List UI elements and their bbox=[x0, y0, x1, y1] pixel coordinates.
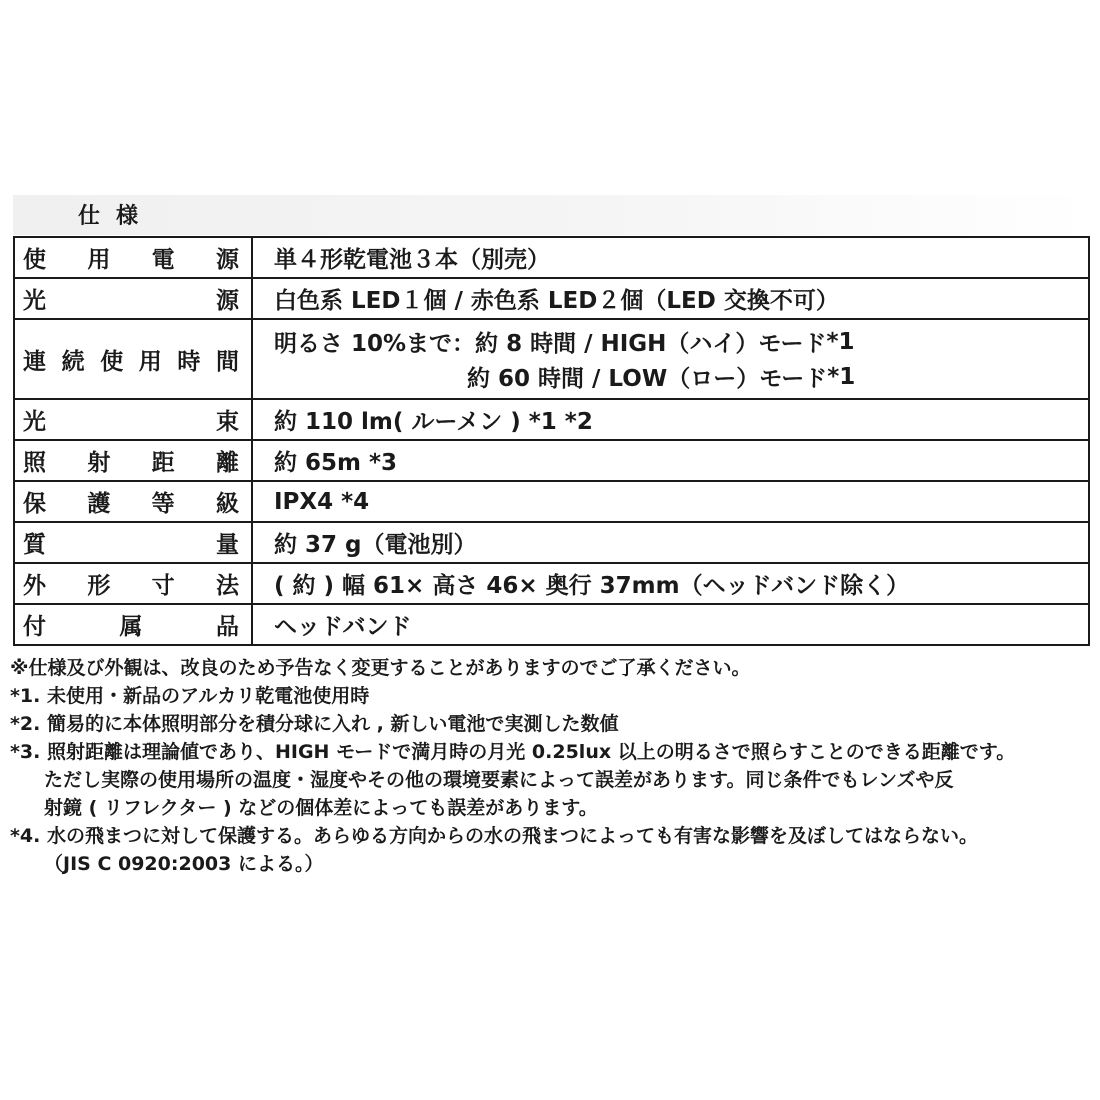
spec-label-char: 照 bbox=[23, 450, 46, 476]
runtime-text: 約 60 時間 / LOW（ロー）モード bbox=[467, 366, 828, 392]
spec-label-char: 離 bbox=[215, 450, 239, 476]
spec-label bbox=[23, 241, 239, 274]
spec-label-char: 属 bbox=[119, 614, 143, 640]
spec-row-beam-distance bbox=[14, 440, 1089, 481]
footnote-1: *1. 未使用・新品のアルカリ乾電池使用時 bbox=[10, 685, 370, 707]
runtime-line-low bbox=[274, 359, 1088, 394]
runtime-note: *1 bbox=[826, 328, 855, 355]
spec-row-weight bbox=[14, 522, 1089, 563]
spec-label-char: 電 bbox=[151, 247, 175, 273]
spec-label bbox=[23, 567, 239, 600]
spec-label-char: 法 bbox=[215, 573, 239, 599]
spec-label-char: 用 bbox=[87, 247, 111, 273]
spec-label bbox=[23, 444, 239, 477]
spec-label-char: 源 bbox=[215, 247, 239, 273]
spec-value: 約 65m *3 bbox=[252, 440, 1089, 481]
spec-row-runtime bbox=[14, 319, 1089, 399]
spec-label-char: 源 bbox=[216, 288, 239, 314]
spec-label bbox=[23, 343, 239, 376]
footnote-3-cont: 射鏡 ( リフレクター ) などの個体差によっても誤差があります。 bbox=[44, 797, 598, 819]
spec-label-char: 光 bbox=[23, 409, 46, 435]
spec-label-char: 使 bbox=[23, 247, 46, 273]
spec-label bbox=[23, 485, 239, 518]
runtime-note: *1 bbox=[827, 363, 856, 390]
spec-row-protection bbox=[14, 481, 1089, 522]
spec-value: 約 110 lm( ルーメン ) *1 *2 bbox=[252, 399, 1089, 440]
spec-value: 白色系 LED１個 / 赤色系 LED２個（LED 交換不可） bbox=[252, 278, 1089, 319]
spec-label-char: 護 bbox=[87, 491, 111, 517]
spec-row-accessories bbox=[14, 604, 1089, 645]
spec-heading-band bbox=[13, 195, 1090, 235]
footnote-3: *3. 照射距離は理論値であり、HIGH モードで満月時の月光 0.25lux 以上の明るさで照らすことのできる距離です。 bbox=[10, 741, 1016, 763]
spec-label bbox=[23, 608, 239, 641]
spec-row-luminous-flux bbox=[14, 399, 1089, 440]
spec-label-char: 光 bbox=[23, 288, 46, 314]
spec-label-char: 量 bbox=[216, 532, 239, 558]
spec-label-char: 級 bbox=[215, 491, 239, 517]
spec-label-char: 外 bbox=[23, 573, 46, 599]
footnote-2: *2. 簡易的に本体照明部分を積分球に入れ , 新しい電池で実測した数値 bbox=[10, 713, 619, 735]
footnote-3-cont: ただし実際の使用場所の温度・湿度やその他の環境要素によって誤差があります。同じ条件でもレンズや反 bbox=[44, 769, 954, 791]
spec-value: 単４形乾電池３本（別売） bbox=[252, 237, 1089, 278]
spec-label-char: 寸 bbox=[151, 573, 175, 599]
spec-label-char: 続 bbox=[61, 348, 85, 375]
spec-label-char: 品 bbox=[216, 614, 239, 640]
spec-row-power bbox=[14, 237, 1089, 278]
spec-label-char: 距 bbox=[151, 450, 175, 476]
footnote-4: *4. 水の飛まつに対して保護する。あらゆる方向からの水の飛まつによっても有害な影響を及ぼしてはならない。 bbox=[10, 825, 978, 847]
spec-label-char: 使 bbox=[100, 348, 124, 375]
spec-label-char: 連 bbox=[23, 348, 46, 375]
spec-label-char: 束 bbox=[216, 409, 239, 435]
spec-label bbox=[23, 403, 239, 436]
runtime-text: 明るさ 10%まで：約 8 時間 / HIGH（ハイ）モード bbox=[274, 331, 827, 357]
spec-row-dimensions bbox=[14, 563, 1089, 604]
spec-label-char: 等 bbox=[151, 491, 175, 517]
spec-table bbox=[13, 236, 1090, 646]
spec-label-char: 付 bbox=[23, 614, 46, 640]
footnotes bbox=[10, 654, 1098, 878]
spec-value: ヘッドバンド bbox=[252, 604, 1089, 645]
spec-heading: 仕様 bbox=[78, 204, 155, 229]
spec-label bbox=[23, 526, 239, 559]
spec-label-char: 射 bbox=[87, 450, 111, 476]
spec-label-char: 形 bbox=[87, 573, 111, 599]
spec-value: ( 約 ) 幅 61× 高さ 46× 奥行 37mm（ヘッドバンド除く） bbox=[252, 563, 1089, 604]
spec-label-char: 質 bbox=[23, 532, 46, 558]
spec-label-char: 間 bbox=[215, 348, 239, 375]
footnote-4-cont: （JIS C 0920:2003 による。） bbox=[44, 853, 324, 875]
spec-label-char: 用 bbox=[138, 348, 162, 375]
footnote-disclaimer: ※仕様及び外観は、改良のため予告なく変更することがありますのでご了承ください。 bbox=[10, 657, 751, 679]
spec-row-light-source bbox=[14, 278, 1089, 319]
spec-label-char: 保 bbox=[23, 491, 46, 517]
spec-value: 約 37 g（電池別） bbox=[252, 522, 1089, 563]
spec-label bbox=[23, 282, 239, 315]
spec-value: IPX4 *4 bbox=[252, 481, 1089, 522]
spec-label-char: 時 bbox=[177, 348, 201, 375]
runtime-line-high bbox=[274, 324, 1088, 359]
